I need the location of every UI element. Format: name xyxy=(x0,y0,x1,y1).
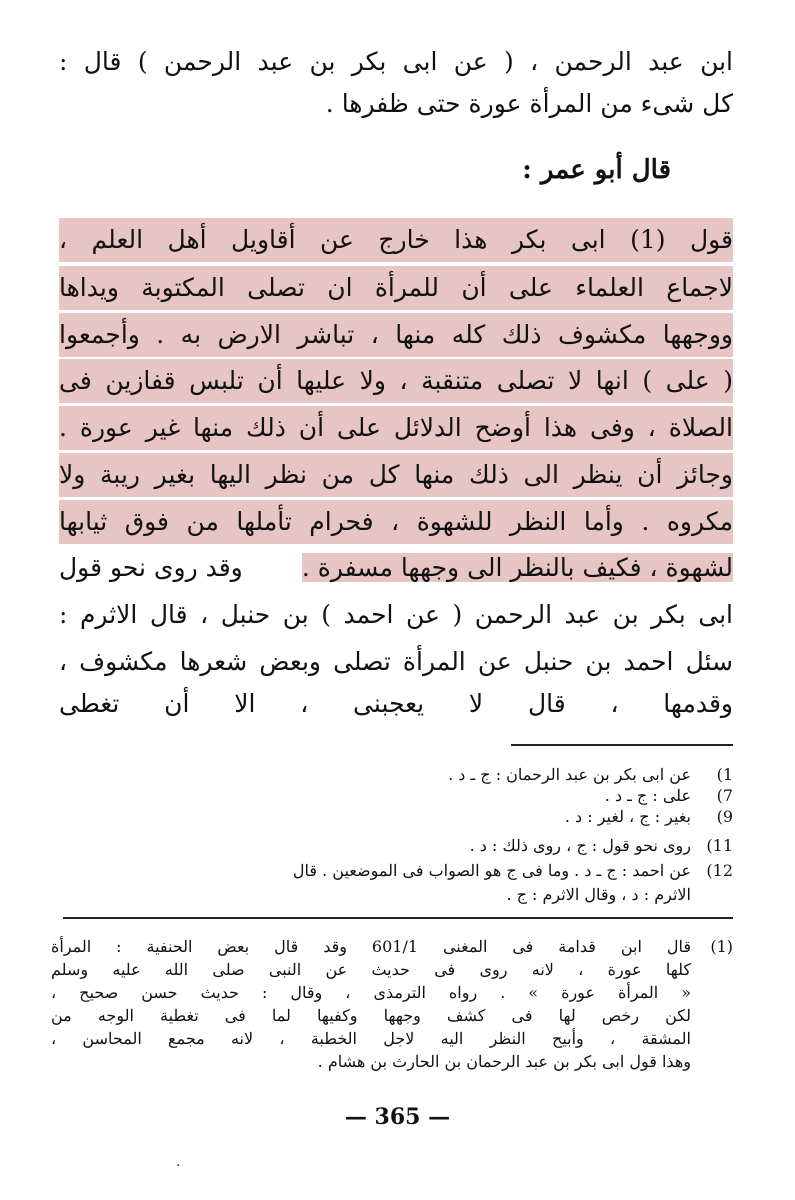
highlighted-line: ووجهها مكشوف ذلك كله منها ، تباشر الارض به . وأجمعوا xyxy=(59,313,733,357)
commentary-number: (1) xyxy=(710,937,733,956)
commentary-line: لكن رخص لها فى كشف وجهها وكفيها لما فى تغطية الوجه من xyxy=(51,1006,691,1025)
variant-note-text: بغير : ج ، لغير : د . xyxy=(564,807,691,826)
commentary-line: « المرأة عورة » . رواه الترمذى ، وقال : حديث حسن صحيح ، xyxy=(51,983,691,1002)
highlighted-line: قول (1) ابى بكر هذا خارج عن أقاويل أهل العلم ، xyxy=(59,218,733,262)
highlighted-line: ( على ) انها لا تصلى متنقبة ، ولا عليها أن تلبس قفازين فى xyxy=(59,359,733,403)
variant-note-number: 1) xyxy=(716,765,733,784)
text-line-continuation xyxy=(59,546,733,590)
variant-note-text: روى نحو قول : ج ، روى ذلك : د . xyxy=(469,836,691,855)
variant-note-number: 9) xyxy=(716,807,733,826)
section-heading: قال أبو عمر : xyxy=(522,155,671,185)
commentary-separator xyxy=(63,917,733,919)
highlighted-line: مكروه . وأما النظر للشهوة ، فحرام تأملها من فوق ثيابها xyxy=(59,500,733,544)
text-line: ابى بكر بن عبد الرحمن ( عن احمد ) بن حنبل ، قال الاثرم : xyxy=(59,600,733,629)
text-line: سئل احمد بن حنبل عن المرأة تصلى وبعض شعرها مكشوف ، xyxy=(59,647,733,676)
footnote-separator xyxy=(511,744,733,746)
variant-note-text: عن ابى بكر بن عبد الرحمان : ج ـ د . xyxy=(448,765,691,784)
variant-note-number: 12) xyxy=(706,861,733,880)
commentary-line: المشقة ، وأبيح النظر اليه لاجل الخطبة ، لانه مجمع المحاسن ، xyxy=(51,1029,691,1048)
variant-note-text: على : ج ـ د . xyxy=(604,786,691,805)
highlighted-line: وجائز أن ينظر الى ذلك منها كل من نظر اليها بغير ريبة ولا xyxy=(59,453,733,497)
variant-note-number: 11) xyxy=(706,836,733,855)
highlighted-line: الصلاة ، وفى هذا أوضح الدلائل على أن ذلك منها غير عورة . xyxy=(59,406,733,450)
stray-mark: · xyxy=(176,1158,181,1174)
highlighted-segment: لشهوة ، فكيف بالنظر الى وجهها مسفرة . xyxy=(301,553,733,582)
text-line: وقدمها ، قال لا يعجبنى ، الا أن تغطى xyxy=(59,689,733,718)
variant-note-text: الاثرم : د ، وقال الاثرم : ج . xyxy=(506,885,691,904)
commentary-line: كلها عورة ، لانه روى فى حديث عن النبى صلى الله عليه وسلم xyxy=(51,960,691,979)
page-number: — 365 — xyxy=(344,1104,451,1130)
variant-note-text: عن احمد : ج ـ د . وما فى ج هو الصواب فى الموضعين . قال xyxy=(292,861,691,880)
commentary-line: وهذا قول ابى بكر بن عبد الرحمان بن الحارث بن هشام . xyxy=(317,1052,691,1071)
text-line: كل شىء من المرأة عورة حتى ظفرها . xyxy=(325,89,733,118)
highlighted-line: لاجماع العلماء على أن للمرأة ان تصلى المكتوبة ويداها xyxy=(59,266,733,310)
text-line: ابن عبد الرحمن ، ( عن ابى بكر بن عبد الرحمن ) قال : xyxy=(59,47,733,76)
commentary-line: قال ابن قدامة فى المغنى 601/1 وقد قال بعض الحنفية : المرأة xyxy=(51,937,691,956)
plain-segment: وقد روى نحو قول xyxy=(59,553,243,582)
variant-note-number: 7) xyxy=(716,786,733,805)
